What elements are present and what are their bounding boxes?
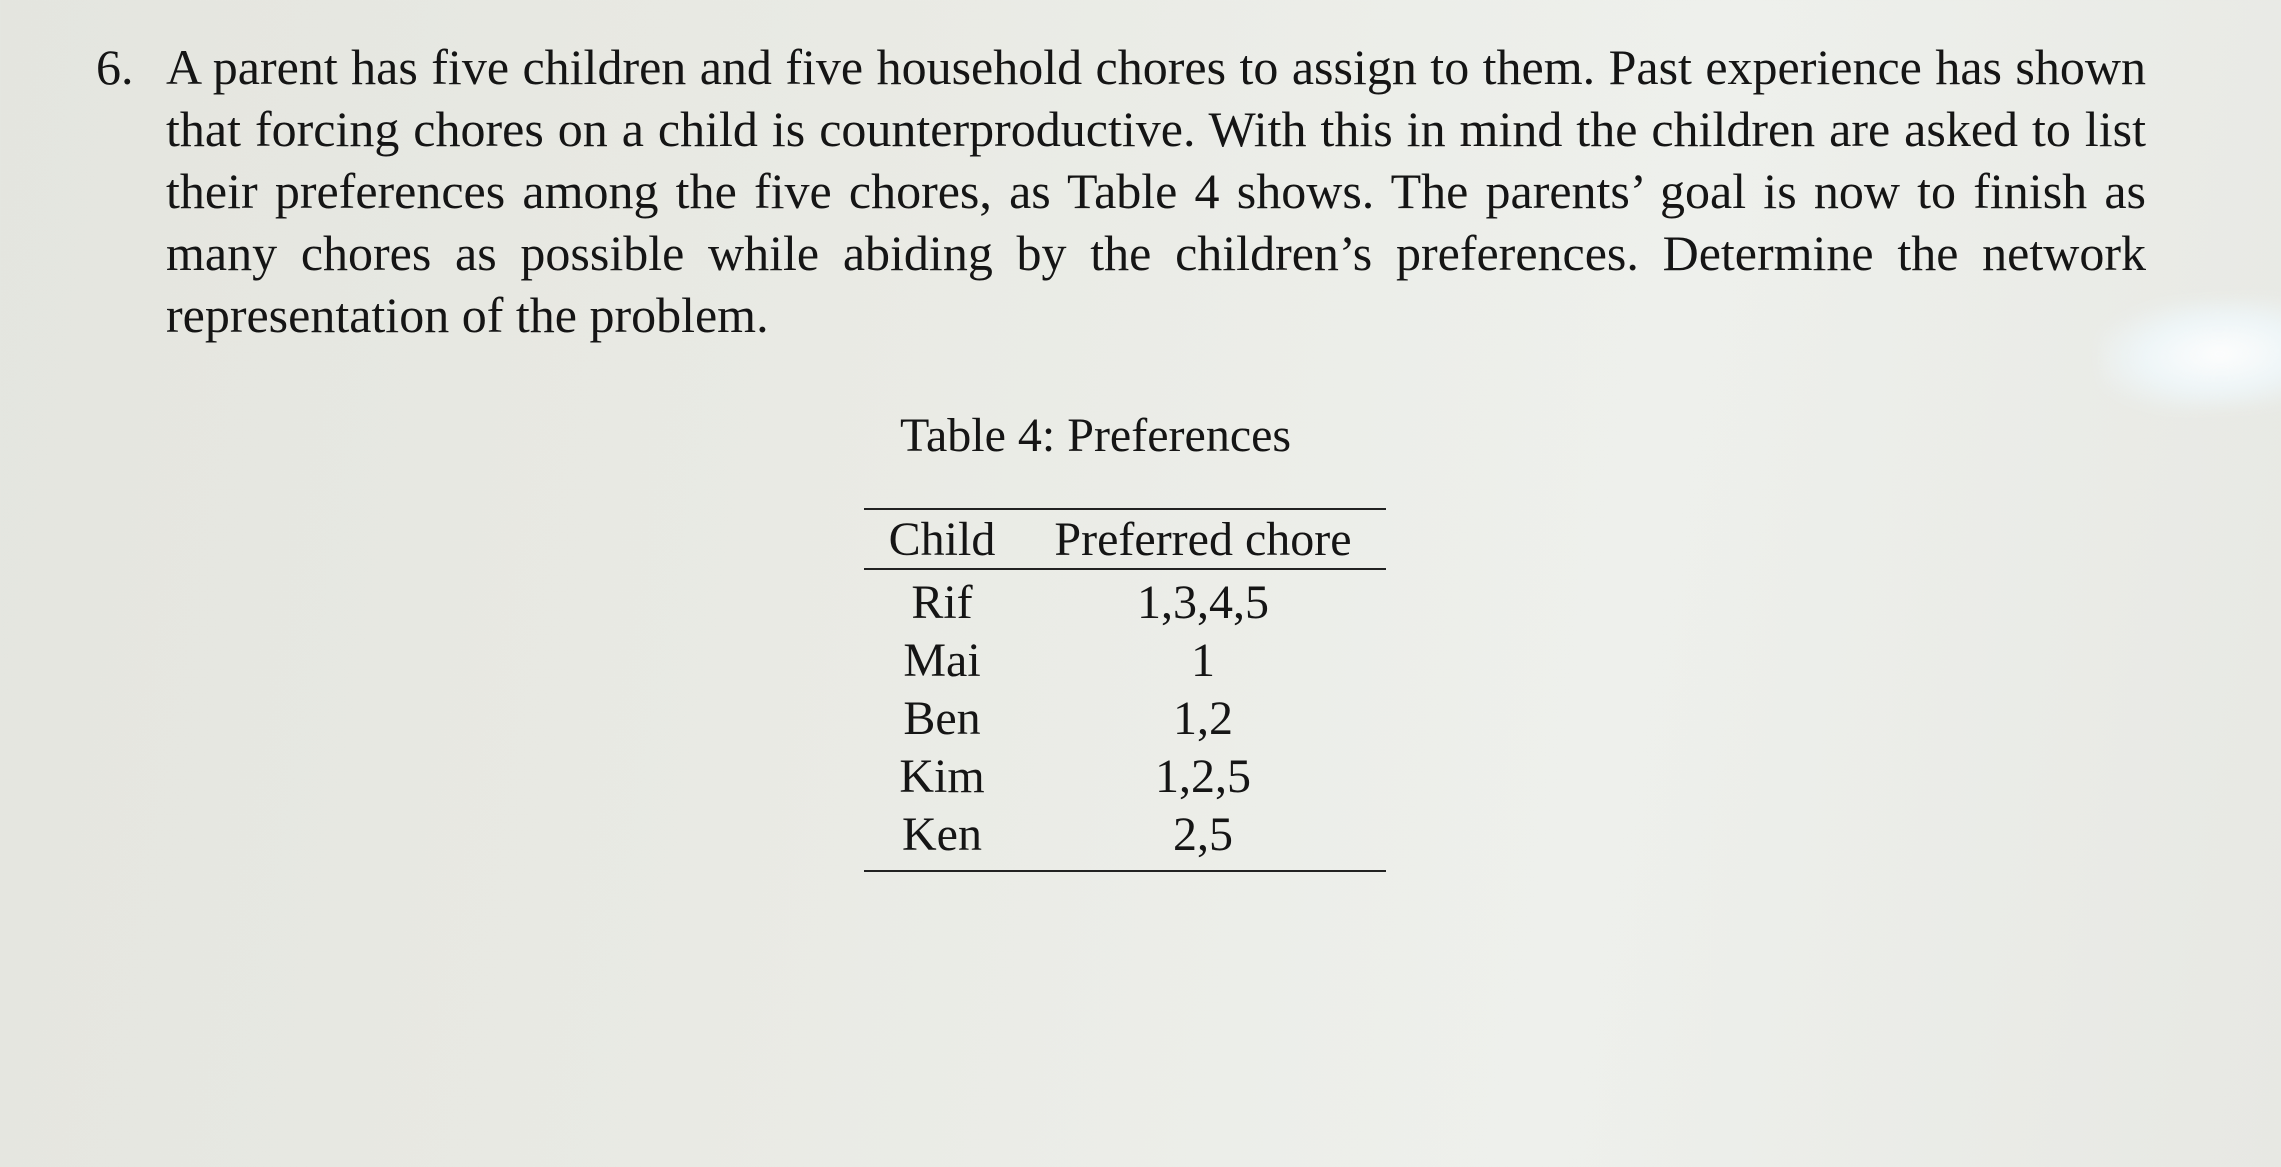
preferred-chores: 1,2,5: [1155, 750, 1251, 803]
preferences-table: [864, 508, 1386, 872]
table-row: [864, 690, 1386, 748]
table-row: [864, 748, 1386, 806]
table-row: [864, 569, 1386, 632]
child-name: Rif: [911, 576, 973, 629]
header-child: Child: [864, 509, 1020, 569]
problem-statement: [96, 36, 2146, 346]
preferred-chores: 2,5: [1173, 808, 1233, 861]
preferred-chores: 1,2: [1173, 692, 1233, 745]
child-name: Kim: [899, 750, 985, 803]
child-name: Ben: [903, 692, 981, 745]
preferred-chores: 1,3,4,5: [1137, 576, 1269, 629]
preferred-chores: 1: [1191, 634, 1215, 687]
child-name: Mai: [903, 634, 981, 687]
problem-number: 6.: [96, 39, 134, 95]
header-preferred-chore: Preferred chore: [1020, 509, 1386, 569]
table-row: [864, 806, 1386, 871]
problem-text: A parent has five children and five household chores to assign to them. Past experience has shown that forcing chores on a child is counterproductive. With this in mind the children are asked to list their preferences among the five chores, as Table 4 shows. The parents’ goal is now to finish as many chores as possible while abiding by the children’s preferences. Determine the network representation of the problem.: [166, 39, 2146, 343]
table-row: [864, 632, 1386, 690]
table-caption: Table 4: Preferences: [900, 409, 1292, 462]
table-header-row: [864, 509, 1386, 569]
child-name: Ken: [902, 808, 982, 861]
